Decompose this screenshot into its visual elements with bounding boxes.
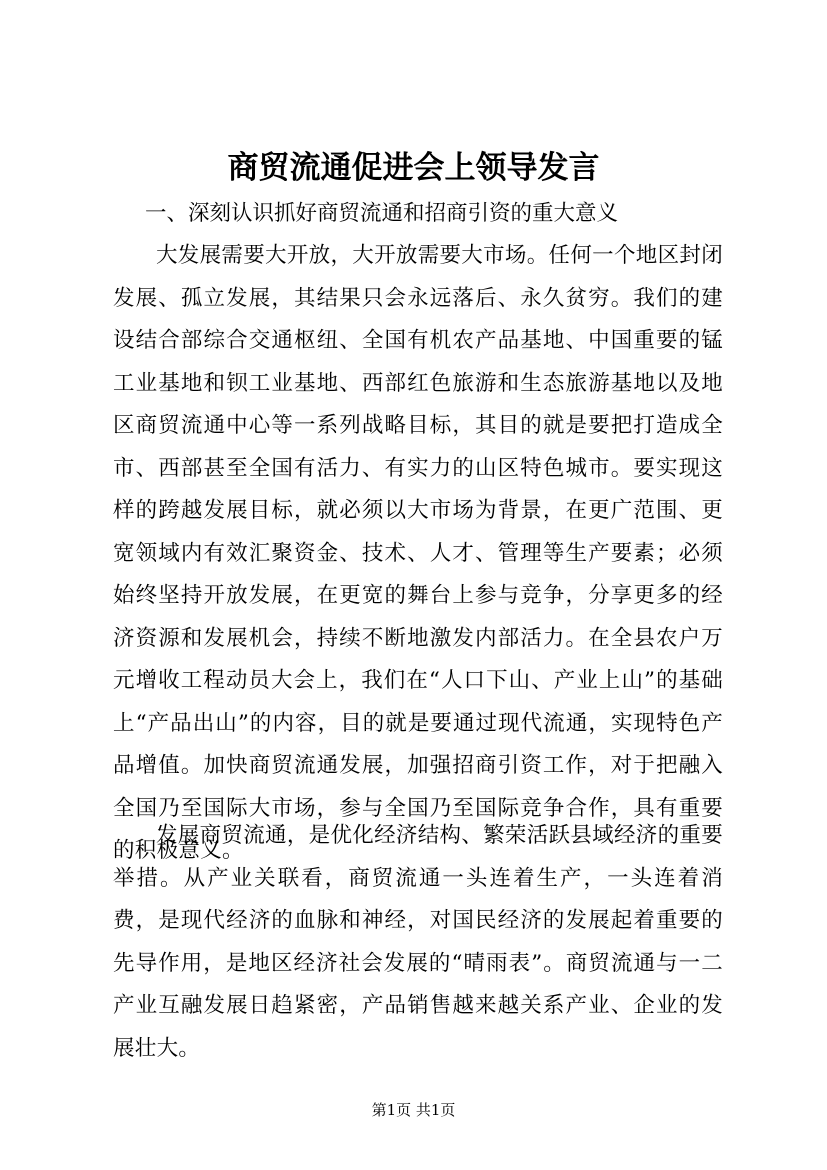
page-footer: 第1页 共1页 xyxy=(371,1101,456,1119)
section-heading: 一、深刻认识抓好商贸流通和招商引资的重大意义 xyxy=(145,201,619,226)
body-paragraph-2: 发展商贸流通，是优化经济结构、繁荣活跃县域经济的重要举措。从产业关联看，商贸流通一头连着生产，一头连着消费，是现代经济的血脉和神经，对国民经济的发展起着重要的先导作用，是地区经济社会发展的“晴雨表”。商贸流通与一二产业互融发展日趋紧密，产品销售越来越关系产业、企业的发展壮大。 xyxy=(113,823,723,1061)
document-title: 商贸流通促进会上领导发言 xyxy=(227,150,600,186)
body-paragraph-1: 大发展需要大开放，大开放需要大市场。任何一个地区封闭发展、孤立发展，其结果只会永远落后、永久贫穷。我们的建设结合部综合交通枢纽、全国有机农产品基地、中国重要的锰工业基地和钡工业基地、西部红色旅游和生态旅游基地以及地区商贸流通中心等一系列战略目标，其目的就是要把打造成全市、西部甚至全国有活力、有实力的山区特色城市。要实现这样的跨越发展目标，就必须以大市场为背景，在更广范围、更宽领域内有效汇聚资金、技术、人才、管理等生产要素；必须始终坚持开放发展，在更宽的舞台上参与竞争，分享更多的经济资源和发展机会，持续不断地激发内部活力。在全县农户万元增收工程动员大会上，我们在“人口下山、产业上山”的基础上“产品出山”的内容，目的就是要通过现代流通，实现特色产品增值。加快商贸流通发展，加强招商引资工作，对于把融入全国乃至国际大市场，参与全国乃至国际竞争合作，具有重要的积极意义。 xyxy=(113,243,723,863)
